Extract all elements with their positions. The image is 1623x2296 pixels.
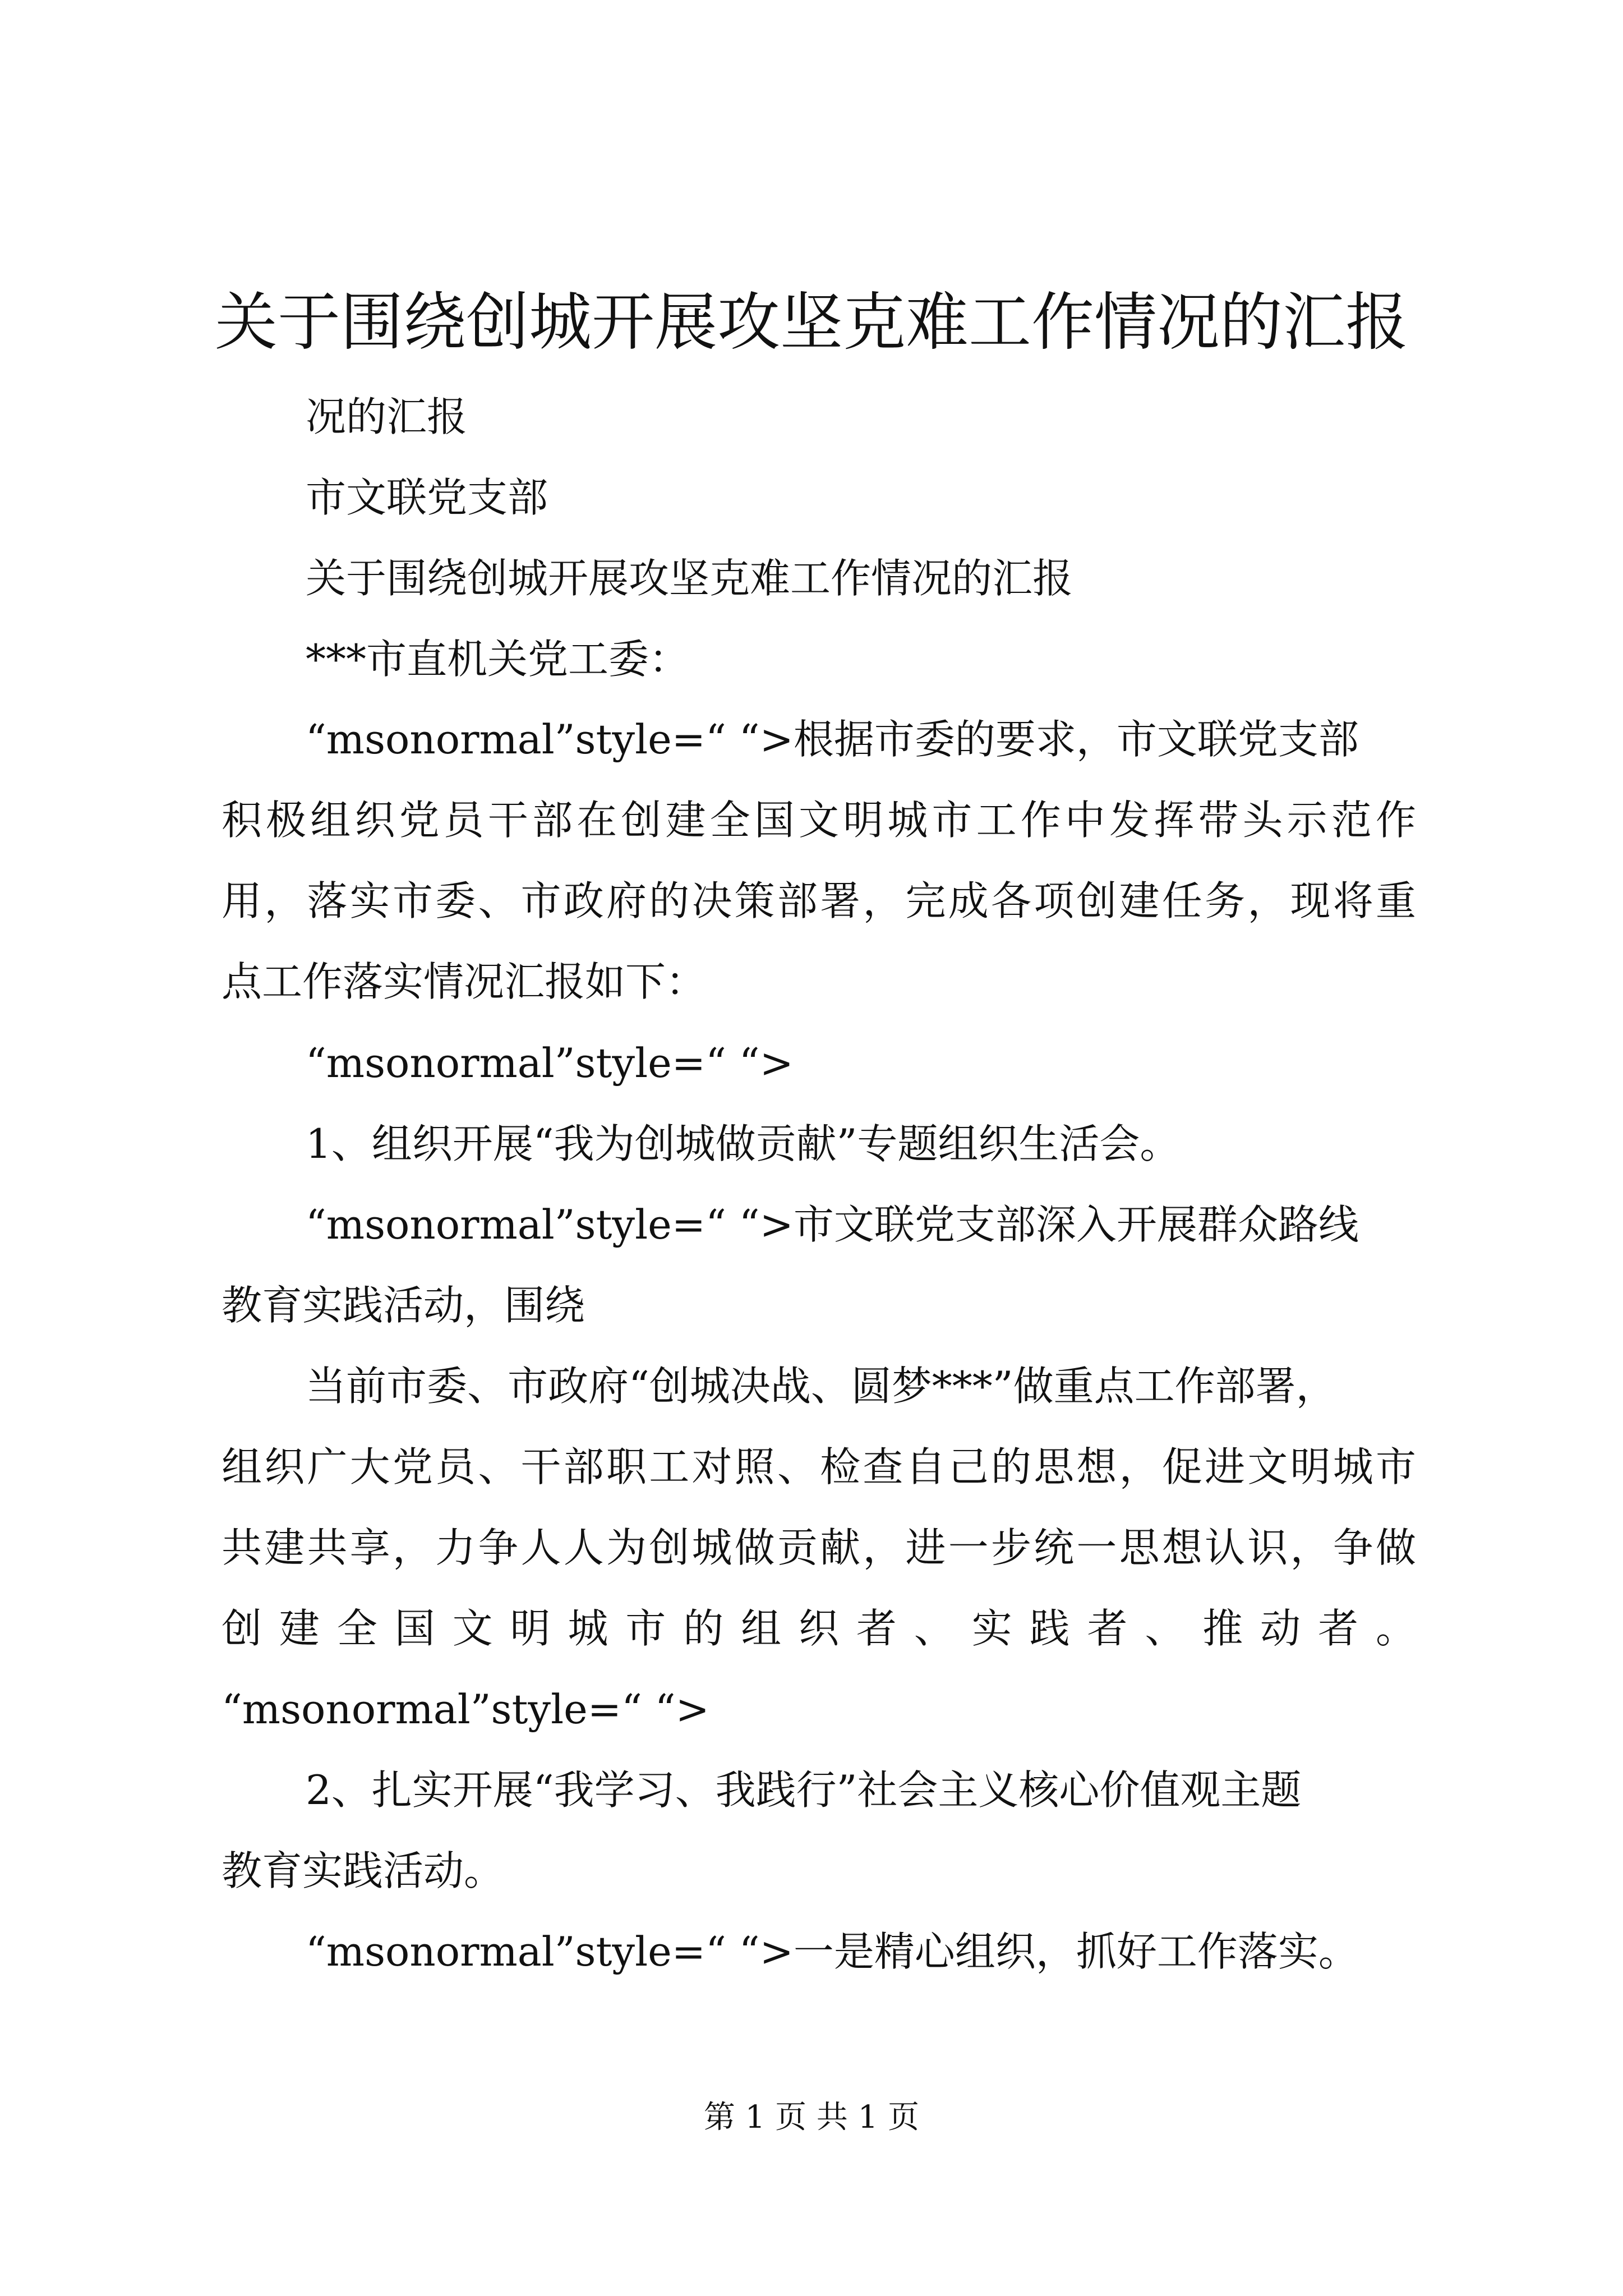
text-line: “msonormal”style=“ “>市文联党支部深入开展群众路线 [306, 1201, 1359, 1248]
text-line: 点工作落实情况汇报如下： [222, 958, 707, 1005]
text-line: 教育实践活动，围绕 [222, 1282, 585, 1329]
text-line: “msonormal”style=“ “> [222, 1686, 709, 1733]
text-line: “msonormal”style=“ “>根据市委的要求，市文联党支部 [306, 716, 1359, 763]
text-line: 教育实践活动。 [222, 1847, 505, 1894]
text-line: ***市直机关党工委： [306, 636, 690, 683]
document-title: 关于围绕创城开展攻坚克难工作情况的汇报 [215, 286, 1408, 359]
text-line: 况的汇报 [306, 393, 468, 440]
text-line: 共建共享，力争人人为创城做贡献，进一步统一思想认识，争做 [222, 1524, 1416, 1571]
text-line: 用，落实市委、市政府的决策部署，完成各项创建任务，现将重 [222, 877, 1416, 924]
text-line: “msonormal”style=“ “> [306, 1039, 794, 1087]
text-line: 关于围绕创城开展攻坚克难工作情况的汇报 [306, 555, 1073, 602]
text-line: 创建全国文明城市的组织者、实践者、推动者。 [222, 1605, 1416, 1652]
text-line: 2、扎实开展“我学习、我践行”社会主义核心价值观主题 [306, 1766, 1302, 1814]
text-line: 1、组织开展“我为创城做贡献”专题组织生活会。 [306, 1120, 1181, 1167]
text-line: “msonormal”style=“ “>一是精心组织，抓好工作落实。 [306, 1928, 1359, 1975]
text-line: 组织广大党员、干部职工对照、检查自己的思想，促进文明城市 [222, 1443, 1416, 1490]
text-line: 积极组织党员干部在创建全国文明城市工作中发挥带头示范作 [222, 797, 1416, 844]
page-footer: 第 1 页 共 1 页 [703, 2099, 920, 2136]
text-line: 当前市委、市政府“创城决战、圆梦***”做重点工作部署， [306, 1363, 1336, 1410]
text-line: 市文联党支部 [306, 474, 548, 521]
